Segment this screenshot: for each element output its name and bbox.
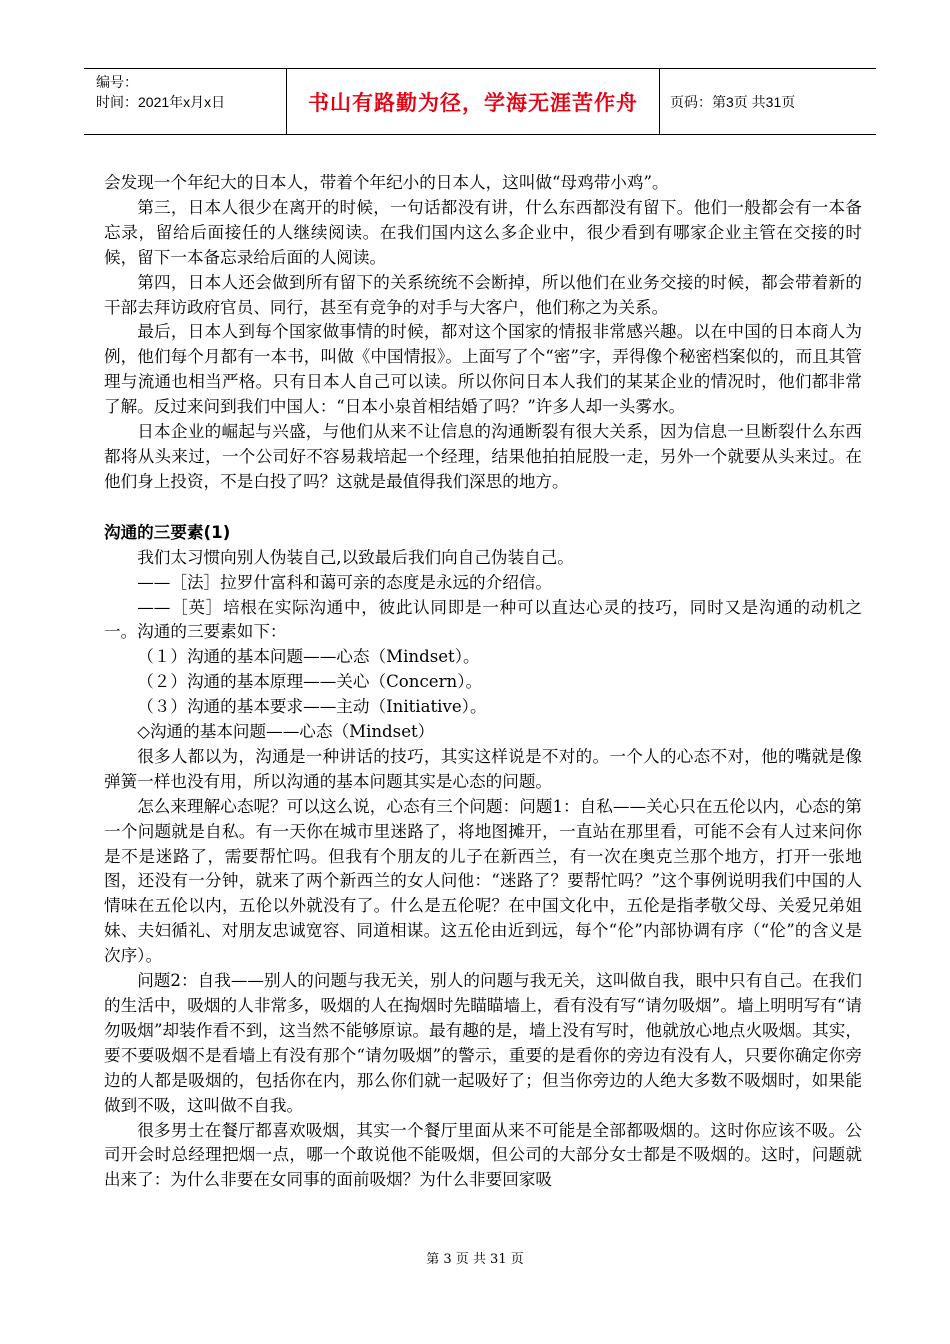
body-paragraph: 第四，日本人还会做到所有留下的关系统统不会断掉，所以他们在业务交接的时候，都会带着新的干部去拜访政府官员、同行，甚至有竞争的对手与大客户，他们称之为关系。 [104,272,862,317]
body-paragraph: 日本企业的崛起与兴盛，与他们从来不让信息的沟通断裂有很大关系，因为信息一旦断裂什么东西都将从头来过，一个公司好不容易栽培起一个经理，结果他拍拍屁股一走，另外一个就要从头来过。在他们身上投资，不是白投了吗？这就是最值得我们深思的地方。 [104,422,862,491]
header-page-cell [660,69,876,134]
header-page-info: 页码：第3页 共31页 [670,93,796,110]
header-meta-cell [84,69,287,134]
list-item: （１）沟通的基本问题——心态（Mindset）。 [137,647,480,667]
list-item: （２）沟通的基本原理——关心（Concern）。 [137,672,483,692]
body-paragraph: 会发现一个年纪大的日本人，带着个年纪小的日本人，这叫做“母鸡带小鸡”。 [104,173,669,192]
page-footer: 第 3 页 共 31 页 [426,1252,524,1267]
page-header [84,68,876,135]
section-spacer [104,495,862,521]
body-paragraph: 第三，日本人很少在离开的时候，一句话都没有讲，什么东西都没有留下。他们一般都会有一本备忘录，留给后面接任的人继续阅读。在我们国内这么多企业中，很少看到有哪家企业主管在交接的时候，留下一本备忘录给后面的人阅读。 [104,197,862,267]
document-time-label: 时间：2021年x月x日 [96,94,226,110]
body-paragraph: 怎么来理解心态呢？可以这么说，心态有三个问题：问题1：自私——关心只在五伦以内，心态的第一个问题就是自私。有一天你在城市里迷路了，将地图摊开，一直站在那里看，可能不会有人过来问你是不是迷路了，需要帮忙吗。但我有个朋友的儿子在新西兰，有一次在奥克兰那个地方，打开一张地图，还没有一分钟，就来了两个新西兰的女人问他：“迷路了？要帮忙吗？”这个事例说明我们中国的人情味在五伦以内，五伦以外就没有了。什么是五伦呢？在中国文化中，五伦是指孝敬父母、关爱兄弟姐妹、夫妇循礼、对朋友忠诚宽容、同道相谋。这五伦由近到远，每个“伦”内部协调有序（“伦”的含义是次序）。 [104,796,862,966]
body-paragraph: 问题2：自我——别人的问题与我无关，别人的问题与我无关，这叫做自我，眼中只有自己。在我们的生活中，吸烟的人非常多，吸烟的人在掏烟时先瞄瞄墙上，看有没有写“请勿吸烟”。墙上明明写有“请勿吸烟”却装作看不到，这当然不能够原谅。最有趣的是，墙上没有写时，他就放心地点火吸烟。其实，要不要吸烟不是看墙上有没有那个“请勿吸烟”的警示，重要的是看你的旁边有没有人，只要你确定你旁边的人都是吸烟的，包括你在内，那么你们就一起吸好了；但当你旁边的人绝大多数不吸烟时，如果能做到不吸，这叫做不自我。 [104,971,862,1115]
document-body [104,171,862,1193]
header-motto-cell [287,69,660,134]
subsection-heading: ◇沟通的基本问题——心态（Mindset） [137,722,435,742]
document-number-label: 编号： [96,74,138,90]
header-motto: 书山有路勤为径，学海无涯苦作舟 [308,90,638,115]
body-paragraph: 很多人都以为，沟通是一种讲话的技巧，其实这样说是不对的。一个人的心态不对，他的嘴就是像弹簧一样也没有用，所以沟通的基本问题其实是心态的问题。 [104,746,862,791]
body-paragraph: 我们太习惯向别人伪装自己,以致最后我们向自己伪装自己。 [137,547,574,567]
section-title: 沟通的三要素(1) [104,522,231,542]
body-paragraph: 最后，日本人到每个国家做事情的时候，都对这个国家的情报非常感兴趣。以在中国的日本商人为例，他们每个月都有一本书，叫做《中国情报》。上面写了个“密”字，弄得像个秘密档案似的，而且其管理与流通也相当严格。只有日本人自己可以读。所以你问日本人我们的某某企业的情况时，他们都非常了解。反过来问到我们中国人：“日本小泉首相结婚了吗？”许多人却一头雾水。 [104,322,862,417]
body-paragraph: 很多男士在餐厅都喜欢吸烟，其实一个餐厅里面从来不可能是全部都吸烟的。这时你应该不吸。公司开会时总经理把烟一点，哪一个敢说他不能吸烟，但公司的大部分女士都是不吸烟的。这时，问题就出来了：为什么非要在女同事的面前吸烟？为什么非要回家吸 [104,1120,862,1190]
list-item: （３）沟通的基本要求——主动（Initiative）。 [137,697,487,717]
quote-paragraph: ——［英］培根在实际沟通中，彼此认同即是一种可以直达心灵的技巧，同时又是沟通的动机之一。沟通的三要素如下： [104,597,862,642]
quote-line: ——［法］拉罗什富科和蔼可亲的态度是永远的介绍信。 [137,572,553,592]
